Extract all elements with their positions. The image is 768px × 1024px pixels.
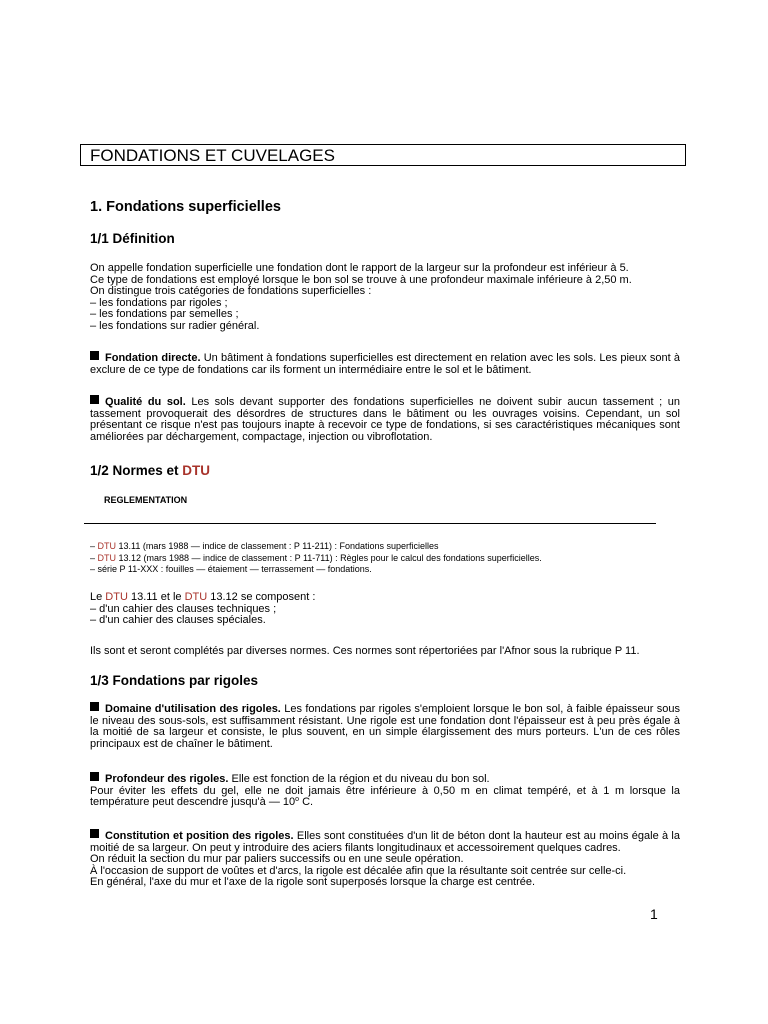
- text-line: En général, l'axe du mur et l'axe de la rigole sont superposés lorsque la charge est centrée.: [90, 876, 536, 888]
- dtu-link[interactable]: DTU: [97, 541, 117, 551]
- dtu-link[interactable]: DTU: [97, 552, 117, 563]
- paragraph-domaine-utilisation: [90, 702, 680, 750]
- paragraph-text: Un bâtiment à fondations superficielles est directement en relation avec les sols. Les pieux sont à exclure de ce type de fondations car ils forment un intermédiaire entre le sol et le bâtiment.: [90, 352, 680, 376]
- paragraph-label: Constitution et position des rigoles.: [105, 830, 294, 842]
- paragraph-text: Elles sont constituées d'un lit de béton dont la hauteur est au moins égale à la moitié de sa largeur. On peut y introduire des aciers filants longitudinaux et accessoirement quelques cadres.: [90, 830, 680, 854]
- text-line: On appelle fondation superficielle une fondation dont le rapport de la largeur sur la profondeur est inférieur à 5.: [90, 262, 629, 274]
- subsection-heading-1-1: 1/1 Définition: [90, 231, 175, 246]
- square-bullet-icon: [90, 702, 99, 711]
- paragraph-label: Domaine d'utilisation des rigoles.: [105, 703, 281, 715]
- text-line: À l'occasion de support de voûtes et d'arcs, la rigole est décalée afin que la résultante soit centrée sur celle-ci.: [90, 864, 627, 877]
- document-title: FONDATIONS ET CUVELAGES: [90, 146, 335, 165]
- horizontal-divider: [84, 523, 656, 524]
- square-bullet-icon: [90, 829, 99, 838]
- text-line: Le DTU 13.11 et le DTU 13.12 se composent :: [90, 591, 316, 603]
- paragraph-fondation-directe: [90, 351, 680, 376]
- paragraph-text: Les sols devant supporter des fondations superficielles ne doivent subir aucun tassement ; un tassement provoquerait des désordres de structures dans le bâtiment ou les ouvrages voisins. Cependant, un sol présentant ce risque n'est pas toujours inapte à recevoir ce type de fondations, si ses caractéristiques mécaniques sont améliorées par déchargement, compactage, injection ou vibroflotation.: [90, 396, 681, 443]
- text-line: Ce type de fondations est employé lorsque le bon sol se trouve à une profondeur maximale inférieure à 2,50 m.: [90, 273, 632, 286]
- text-line: On distingue trois catégories de fondations superficielles :: [90, 285, 372, 297]
- list-item: – DTU 13.12 (mars 1988 — indice de classement : P 11-711) : Règles pour le calcul des fondations superficielles.: [90, 552, 542, 563]
- section-heading-1: 1. Fondations superficielles: [90, 199, 281, 215]
- dtu-link[interactable]: DTU: [184, 591, 208, 603]
- text-line: – d'un cahier des clauses techniques ;: [90, 602, 277, 615]
- paragraph-label: Profondeur des rigoles.: [105, 773, 229, 785]
- paragraph-text: Les fondations par rigoles s'emploient lorsque le bon sol, à faible épaisseur sous le niveau des sous-sols, est suffisamment résistant. Une rigole est une fondation dont l'épaisseur est à peu près égale à la moitié de sa largeur et consiste, le plus souvent, en un simple élargissement des murs porteurs. L'un de ces rôles principaux est de chaîner le bâtiment.: [90, 703, 681, 750]
- square-bullet-icon: [90, 351, 99, 360]
- heading-text: 1/2 Normes et: [90, 463, 183, 478]
- list-item: – série P 11-XXX : fouilles — étaiement — terrassement — fondations.: [90, 564, 372, 574]
- square-bullet-icon: [90, 772, 99, 781]
- degree-sign: o: [295, 796, 300, 803]
- completed-by-norms: Ils sont et seront complétés par diverses normes. Ces normes sont répertoriées par l'Afnor sous la rubrique P 11.: [90, 645, 640, 657]
- reglementation-label: REGLEMENTATION: [104, 495, 188, 505]
- text-line: – les fondations par rigoles ;: [90, 296, 228, 309]
- dtu-reference-list: [90, 541, 690, 576]
- dtu-composition-block: [90, 592, 690, 627]
- paragraph-label: Qualité du sol.: [105, 396, 186, 408]
- paragraph-qualite-du-sol: [90, 395, 680, 443]
- paragraph-constitution: [90, 829, 680, 889]
- paragraph-label: Fondation directe.: [105, 352, 201, 364]
- text-line: – les fondations par semelles ;: [90, 308, 239, 320]
- dtu-link[interactable]: DTU: [105, 591, 128, 603]
- page-number: 1: [650, 906, 658, 922]
- square-bullet-icon: [90, 395, 99, 404]
- text-line: On réduit la section du mur par paliers successifs ou en une seule opération.: [90, 853, 464, 865]
- paragraph-profondeur: Profondeur des rigoles. Elle est fonction de la région et du niveau du bon sol. Pour éviter les effets du gel, elle ne doit jamais être inférieure à 0,50 m en climat tempéré, et à 1 m lorsque la température peut descendre jusqu'à — 10$^o$ C.: [90, 773, 680, 808]
- paragraph-text: Pour éviter les effets du gel, elle ne doit jamais être inférieure à 0,50 m en climat tempéré, et à 1 m lorsque la température peut descendre jusqu'à — 10: [90, 784, 680, 808]
- text-line: – d'un cahier des clauses spéciales.: [90, 614, 266, 626]
- dtu-link[interactable]: DTU: [182, 463, 211, 478]
- definition-block: [90, 263, 690, 332]
- subsection-heading-1-2: [90, 462, 210, 480]
- list-item: – DTU 13.11 (mars 1988 — indice de classement : P 11-211) : Fondations superficielles: [90, 541, 439, 551]
- paragraph-text: Elle est fonction de la région et du niveau du bon sol.: [228, 773, 490, 785]
- subsection-heading-1-3: 1/3 Fondations par rigoles: [90, 673, 259, 688]
- document-title-box: [80, 144, 686, 166]
- text-line: – les fondations sur radier général.: [90, 319, 260, 332]
